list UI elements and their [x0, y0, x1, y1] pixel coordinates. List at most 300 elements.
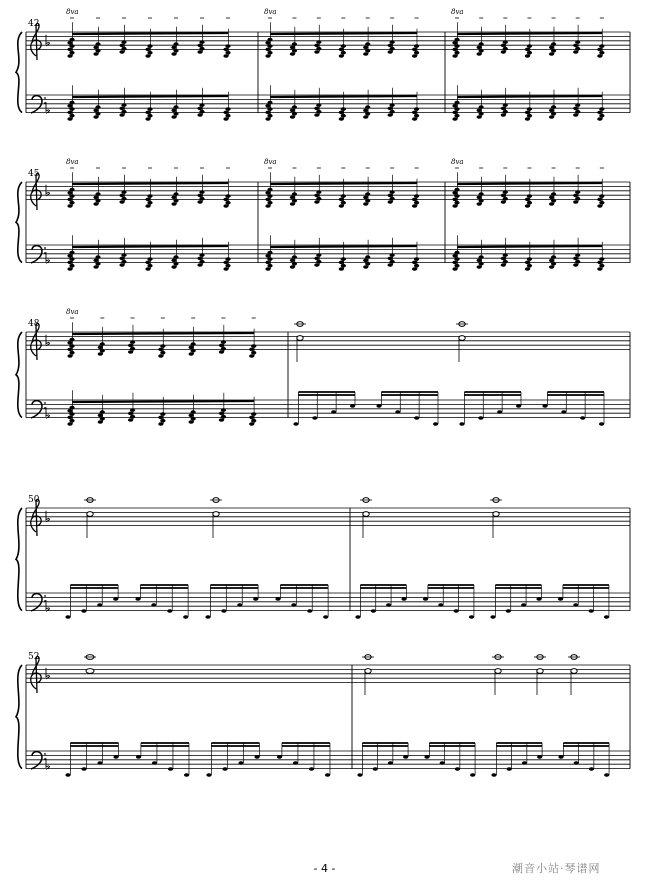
chord [171, 240, 178, 269]
note-head [575, 103, 580, 107]
note-head [292, 262, 297, 266]
note-head [93, 52, 98, 56]
note-head [589, 609, 594, 613]
note-head [575, 253, 580, 257]
note-head [365, 42, 370, 46]
note-head [67, 354, 72, 358]
note-head [93, 46, 98, 50]
note-head [98, 414, 103, 418]
note-head [225, 257, 230, 261]
note-head [479, 255, 484, 259]
note-head [363, 109, 368, 113]
note-head [477, 109, 482, 113]
note-head [341, 107, 346, 111]
note-head [309, 767, 314, 771]
note-head [67, 422, 72, 426]
note-head [501, 107, 506, 111]
note-head [525, 267, 530, 271]
note-head [388, 761, 393, 765]
note-head [171, 265, 176, 269]
note-head [189, 352, 194, 356]
note-head [477, 265, 482, 269]
note-head [290, 265, 295, 269]
note-head [363, 265, 368, 269]
beam [270, 246, 417, 247]
note-head [390, 47, 395, 51]
note-head [191, 342, 196, 346]
note-head [339, 54, 344, 58]
note-head [189, 414, 194, 418]
note-head [267, 251, 272, 255]
note-head [573, 113, 578, 117]
note-head [373, 767, 378, 771]
note-head [525, 54, 530, 58]
note-head [147, 257, 152, 261]
note-head [414, 264, 419, 268]
brace [16, 332, 22, 418]
note-head [267, 257, 272, 261]
note-head [525, 48, 530, 52]
note-head [277, 755, 282, 759]
note-head [65, 615, 70, 619]
note-head [440, 761, 445, 765]
note-head [67, 104, 72, 108]
chord [452, 85, 459, 121]
note-head [225, 194, 230, 198]
note-head [527, 107, 532, 111]
note-head [173, 262, 178, 266]
note-head [597, 54, 602, 58]
note-head [551, 49, 556, 53]
note-head [145, 48, 150, 52]
note-head [542, 404, 547, 408]
note-head [158, 348, 163, 352]
ottava-mark: 8va [264, 158, 277, 166]
note-head [199, 103, 204, 107]
note-head [454, 107, 459, 111]
note-head [454, 101, 459, 105]
bass-clef-dot [44, 247, 46, 249]
note-head [67, 48, 72, 52]
note-head [573, 257, 578, 261]
note-head [365, 105, 370, 109]
half-note [459, 336, 465, 341]
note-head [292, 112, 297, 116]
whole-note [86, 669, 94, 674]
note-head [503, 40, 508, 44]
note-head [316, 197, 321, 201]
measure-number: 42 [28, 19, 40, 29]
system-2 [16, 158, 630, 271]
note-head [454, 201, 459, 205]
note-head [452, 261, 457, 265]
note-head [219, 350, 224, 354]
note-head [536, 597, 541, 601]
note-head [219, 344, 224, 348]
note-head [454, 251, 459, 255]
beam [72, 183, 228, 184]
measure-number: 52 [28, 652, 40, 662]
note-head [527, 114, 532, 118]
note-head [363, 259, 368, 263]
note-head [414, 107, 419, 111]
note-head [527, 51, 532, 55]
note-head [452, 104, 457, 108]
note-head [95, 262, 100, 266]
measure-number: 45 [28, 169, 40, 179]
note-head [113, 597, 118, 601]
note-head [95, 105, 100, 109]
note-head [371, 609, 376, 613]
half-note [297, 336, 303, 341]
note-head [597, 48, 602, 52]
note-head [479, 192, 484, 196]
note-head [197, 107, 202, 111]
note-head [599, 194, 604, 198]
chord [549, 27, 556, 56]
chord [549, 240, 556, 269]
brace [16, 182, 22, 263]
note-head [191, 349, 196, 353]
chord [265, 235, 272, 271]
note-head [65, 773, 70, 777]
note-head [291, 603, 296, 607]
note-head [339, 198, 344, 202]
note-head [69, 107, 74, 111]
note-head [119, 113, 124, 117]
note-head [69, 201, 74, 205]
note-head [184, 773, 189, 777]
note-head [293, 422, 298, 426]
note-head [100, 342, 105, 346]
note-head [253, 597, 258, 601]
note-head [171, 52, 176, 56]
note-head [275, 597, 280, 601]
note-head [100, 417, 105, 421]
note-head [479, 105, 484, 109]
note-head [100, 349, 105, 353]
note-head [312, 416, 317, 420]
chord [67, 22, 74, 58]
note-head [501, 50, 506, 54]
note-head [549, 202, 554, 206]
note-head [221, 340, 226, 344]
note-head [249, 416, 254, 420]
chord [93, 90, 100, 119]
chord [98, 327, 105, 356]
note-head [363, 115, 368, 119]
note-head [599, 264, 604, 268]
note-head [454, 51, 459, 55]
note-head [575, 197, 580, 201]
note-head [452, 48, 457, 52]
note-head [325, 773, 330, 777]
note-head [339, 111, 344, 115]
chord [67, 322, 74, 358]
note-head [575, 47, 580, 51]
chord [265, 85, 272, 121]
beam [457, 183, 602, 184]
note-head [599, 107, 604, 111]
beam [72, 33, 228, 34]
note-head [171, 196, 176, 200]
note-head [506, 609, 511, 613]
note-head [81, 609, 86, 613]
note-head [414, 194, 419, 198]
bass-clef-dot [44, 97, 46, 99]
chord [93, 177, 100, 206]
note-head [307, 609, 312, 613]
note-head [501, 257, 506, 261]
chord [477, 177, 484, 206]
note-head [265, 104, 270, 108]
chord [290, 90, 297, 119]
beam [270, 33, 417, 34]
note-head [525, 204, 530, 208]
note-head [290, 259, 295, 263]
note-head [357, 773, 362, 777]
note-head [67, 191, 72, 195]
note-head [93, 202, 98, 206]
note-head [69, 251, 74, 255]
note-head [160, 412, 165, 416]
note-head [604, 615, 609, 619]
note-head [197, 200, 202, 204]
note-head [173, 42, 178, 46]
note-head [599, 201, 604, 205]
note-head [197, 263, 202, 267]
note-head [454, 44, 459, 48]
note-head [452, 41, 457, 45]
note-head [527, 194, 532, 198]
note-head [455, 767, 460, 771]
note-head [412, 204, 417, 208]
note-head [290, 52, 295, 56]
note-head [503, 47, 508, 51]
note-head [454, 194, 459, 198]
note-head [267, 38, 272, 42]
note-head [205, 615, 210, 619]
note-head [503, 253, 508, 257]
note-head [130, 408, 135, 412]
note-head [412, 48, 417, 52]
note-head [454, 114, 459, 118]
note-head [575, 260, 580, 264]
note-head [527, 201, 532, 205]
note-head [390, 110, 395, 114]
note-head [219, 418, 224, 422]
note-head [479, 262, 484, 266]
note-head [597, 267, 602, 271]
note-head [479, 49, 484, 53]
note-head [121, 197, 126, 201]
note-head [386, 603, 391, 607]
note-head [390, 260, 395, 264]
note-head [414, 51, 419, 55]
note-head [121, 40, 126, 44]
note-head [197, 113, 202, 117]
half-note [493, 512, 499, 517]
note-head [549, 265, 554, 269]
note-head [119, 107, 124, 111]
note-head [412, 54, 417, 58]
note-head [388, 113, 393, 117]
note-head [414, 114, 419, 118]
note-head [549, 52, 554, 56]
note-head [363, 52, 368, 56]
note-head [93, 265, 98, 269]
note-head [525, 198, 530, 202]
note-head [414, 416, 419, 420]
note-head [173, 105, 178, 109]
note-head [551, 192, 556, 196]
note-head [597, 111, 602, 115]
note-head [412, 117, 417, 121]
note-head [130, 415, 135, 419]
note-head [551, 199, 556, 203]
note-head [145, 261, 150, 265]
note-head [363, 196, 368, 200]
note-head [292, 192, 297, 196]
note-head [265, 261, 270, 265]
chord [363, 177, 370, 206]
note-head [267, 114, 272, 118]
note-head [171, 115, 176, 119]
ottava-mark: 8va [451, 8, 464, 16]
note-head [223, 204, 228, 208]
note-head [249, 354, 254, 358]
note-head [341, 194, 346, 198]
note-head [95, 49, 100, 53]
note-head [341, 264, 346, 268]
note-head [339, 48, 344, 52]
brace [16, 32, 22, 113]
note-head [69, 51, 74, 55]
note-head [265, 54, 270, 58]
note-head [128, 418, 133, 422]
system-4 [16, 495, 630, 619]
note-head [206, 773, 211, 777]
ottava-mark: 8va [66, 158, 79, 166]
note-head [599, 51, 604, 55]
chord [67, 172, 74, 208]
note-head [173, 255, 178, 259]
note-head [314, 44, 319, 48]
note-head [580, 416, 585, 420]
note-head [604, 773, 609, 777]
note-head [525, 111, 530, 115]
note-head [67, 54, 72, 58]
bass-clef-dot [44, 402, 46, 404]
note-head [267, 44, 272, 48]
note-head [388, 194, 393, 198]
note-head [121, 260, 126, 264]
note-head [67, 254, 72, 258]
note-head [199, 197, 204, 201]
note-head [121, 47, 126, 51]
note-head [365, 262, 370, 266]
beam [270, 96, 417, 97]
brace [16, 665, 22, 769]
note-head [551, 255, 556, 259]
note-head [599, 44, 604, 48]
note-head [390, 40, 395, 44]
note-head [573, 107, 578, 111]
note-head [316, 47, 321, 51]
note-head [95, 112, 100, 116]
note-head [171, 109, 176, 113]
note-head [527, 264, 532, 268]
note-head [219, 412, 224, 416]
note-head [167, 609, 172, 613]
note-head [293, 761, 298, 765]
note-head [314, 50, 319, 54]
note-head [477, 52, 482, 56]
half-note [363, 512, 369, 517]
note-head [516, 404, 521, 408]
note-head [390, 197, 395, 201]
note-head [507, 767, 512, 771]
note-head [147, 114, 152, 118]
note-head [113, 755, 118, 759]
note-head [597, 261, 602, 265]
note-head [412, 267, 417, 271]
note-head [341, 201, 346, 205]
note-head [225, 44, 230, 48]
note-head [477, 259, 482, 263]
note-head [221, 609, 226, 613]
system-5 [16, 652, 630, 777]
note-head [316, 260, 321, 264]
note-head [490, 615, 495, 619]
note-head [145, 267, 150, 271]
note-head [171, 202, 176, 206]
note-head [573, 194, 578, 198]
chord [171, 177, 178, 206]
note-head [135, 597, 140, 601]
note-head [573, 50, 578, 54]
note-head [388, 44, 393, 48]
note-head [501, 44, 506, 48]
note-head [267, 107, 272, 111]
chord [477, 90, 484, 119]
note-head [95, 42, 100, 46]
note-head [424, 755, 429, 759]
note-head [97, 761, 102, 765]
chord [363, 27, 370, 56]
note-head [98, 346, 103, 350]
note-head [147, 44, 152, 48]
note-head [350, 404, 355, 408]
note-head [477, 46, 482, 50]
chord [171, 27, 178, 56]
note-head [549, 115, 554, 119]
note-head [365, 192, 370, 196]
note-head [199, 47, 204, 51]
note-head [454, 264, 459, 268]
note-head [222, 767, 227, 771]
note-head [69, 344, 74, 348]
note-head [551, 112, 556, 116]
note-head [197, 194, 202, 198]
note-head [67, 348, 72, 352]
chord [265, 172, 272, 208]
note-head [412, 198, 417, 202]
note-head [599, 257, 604, 261]
note-head [452, 198, 457, 202]
bass-clef-icon [31, 594, 42, 611]
note-head [573, 263, 578, 267]
